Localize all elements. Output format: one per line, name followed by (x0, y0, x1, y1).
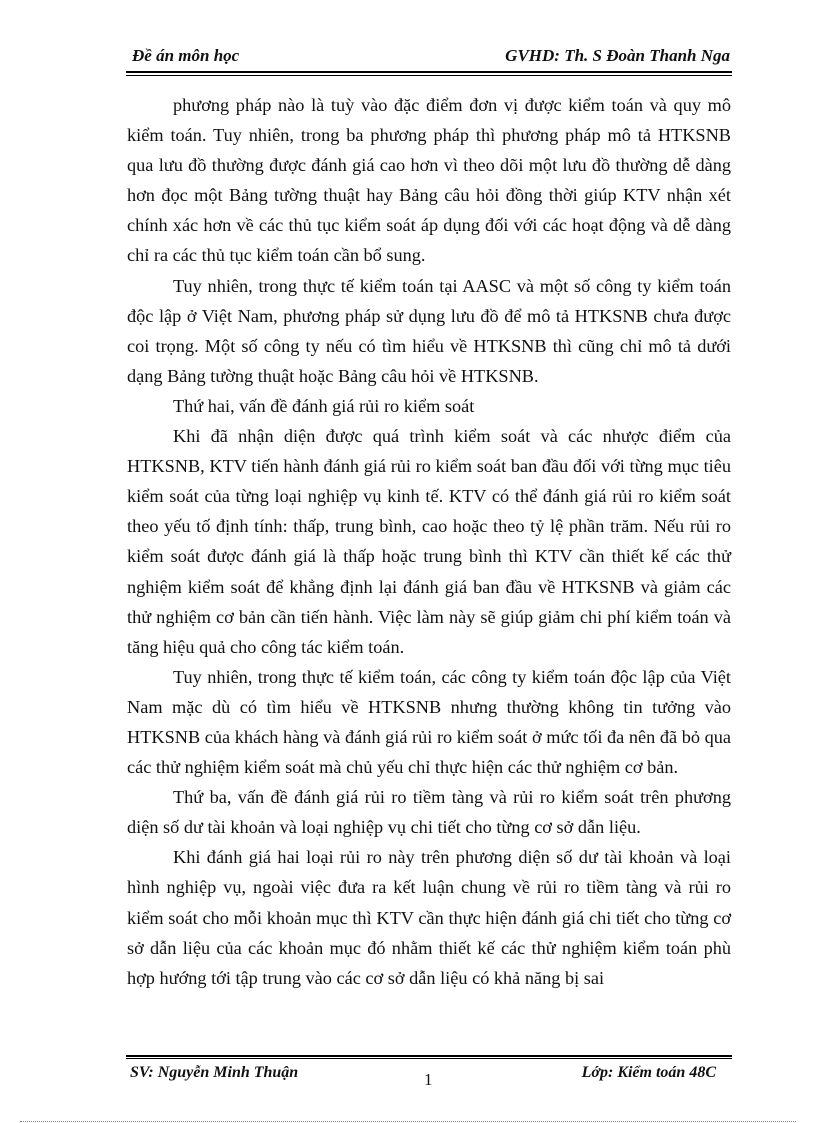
page-header (126, 44, 732, 68)
footer-student-name: SV: Nguyễn Minh Thuận (130, 1064, 299, 1081)
page-number: 1 (424, 1070, 433, 1089)
footer-divider (126, 1055, 732, 1059)
body-text (127, 90, 731, 993)
paragraph: Tuy nhiên, trong thực tế kiểm toán, các công ty kiểm toán độc lập của Việt Nam mặc dù có tìm hiểu về HTKSNB nhưng thường không tin tưởng vào HTKSNB của khách hàng và đánh giá rủi ro kiểm soát ở mức tối đa nên đã bỏ qua các thử nghiệm kiểm soát mà chủ yếu chỉ thực hiện các thử nghiệm cơ bản. (127, 666, 731, 778)
paragraph: Khi đã nhận diện được quá trình kiểm soát và các nhược điểm của HTKSNB, KTV tiến hành đánh giá rủi ro kiểm soát ban đầu đối với từng mục tiêu kiểm soát của từng loại nghiệp vụ kinh tế. KTV có thể đánh giá rủi ro kiểm soát theo yếu tố định tính: thấp, trung bình, cao hoặc theo tỷ lệ phần trăm. Nếu rủi ro kiểm soát được đánh giá là thấp hoặc trung bình thì KTV cần thiết kế các thử nghiệm kiểm soát để khẳng định lại đánh giá ban đầu về HTKSNB và giảm các thử nghiệm cơ bản cần tiến hành. Việc làm này sẽ giúp giảm chi phí kiểm toán và tăng hiệu quả cho công tác kiểm toán. (127, 426, 731, 657)
paragraph: phương pháp nào là tuỳ vào đặc điểm đơn vị được kiểm toán và quy mô kiểm toán. Tuy nhiên, trong ba phương pháp thì phương pháp mô tả HTKSNB qua lưu đồ thường được đánh giá cao hơn vì theo dõi một lưu đồ thường dễ dàng hơn đọc một Bảng tường thuật hay Bảng câu hỏi đồng thời giúp KTV nhận xét chính xác hơn về các thủ tục kiểm soát áp dụng đối với các hoạt động và dễ dàng chỉ ra các thủ tục kiểm toán cần bổ sung. (127, 95, 731, 266)
page-footer (126, 1064, 732, 1088)
paragraph: Thứ hai, vấn đề đánh giá rủi ro kiểm soát (173, 395, 475, 416)
page-edge-divider (20, 1121, 796, 1122)
header-course-title: Đề án môn học (132, 46, 240, 65)
header-instructor: GVHD: Th. S Đoàn Thanh Nga (505, 46, 730, 65)
paragraph: Tuy nhiên, trong thực tế kiểm toán tại AASC và một số công ty kiểm toán độc lập ở Việt Nam, phương pháp sử dụng lưu đồ để mô tả HTKSNB chưa được coi trọng. Một số công ty nếu có tìm hiểu về HTKSNB thì cũng chỉ mô tả dưới dạng Bảng tường thuật hoặc Bảng câu hỏi về HTKSNB. (127, 275, 731, 386)
header-divider (126, 71, 732, 76)
paragraph: Thứ ba, vấn đề đánh giá rủi ro tiềm tàng và rủi ro kiểm soát trên phương diện số dư tài khoản và loại nghiệp vụ chi tiết cho từng cơ sở dẫn liệu. (127, 787, 731, 838)
paragraph: Khi đánh giá hai loại rủi ro này trên phương diện số dư tài khoản và loại hình nghiệp vụ, ngoài việc đưa ra kết luận chung về rủi ro tiềm tàng và rủi ro kiểm soát cho mỗi khoản mục thì KTV cần thực hiện đánh giá chi tiết cho từng cơ sở dẫn liệu của các khoản mục đó nhằm thiết kế các thử nghiệm kiểm toán phù hợp hướng tới tập trung vào các cơ sở dẫn liệu có khả năng bị sai (127, 847, 731, 988)
footer-class-name: Lớp: Kiểm toán 48C (581, 1064, 716, 1081)
